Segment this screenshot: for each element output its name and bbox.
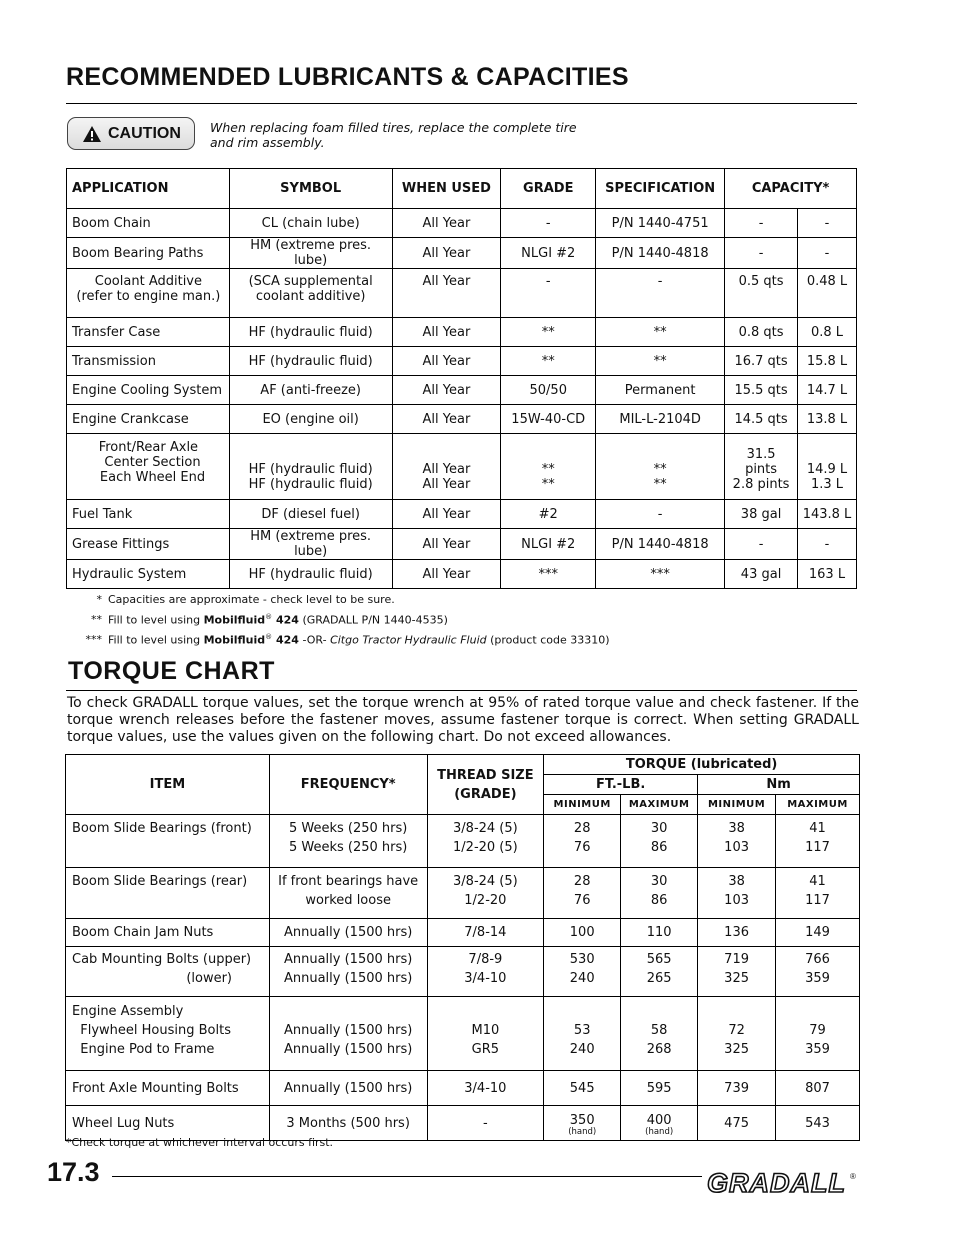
cell-ftlb-min: 545 [544, 1071, 621, 1106]
cell-when-used: All Year [392, 405, 501, 434]
cell-thread: 7/8-14 [427, 919, 544, 947]
cell-line: 5 Weeks (250 hrs) [288, 821, 408, 836]
cell-application: Transmission [67, 347, 230, 376]
header-thread-size [427, 755, 544, 815]
cell-capacity-metric: 14.7 L [798, 376, 857, 405]
table-row [67, 269, 857, 318]
cell-line: All Year [422, 462, 471, 477]
header-nm-min: MINIMUM [698, 795, 776, 815]
product-number: 424 [272, 613, 299, 627]
cell-line: 268 [646, 1042, 672, 1057]
cell-grade: ** [501, 347, 596, 376]
cell-capacity-metric: 15.8 L [798, 347, 857, 376]
header-specification: SPECIFICATION [596, 169, 725, 209]
cell-nm-min [698, 997, 776, 1071]
cell-grade [501, 434, 596, 500]
table-row [66, 815, 860, 868]
cell-thread: - [427, 1106, 544, 1141]
cell-capacity-us [725, 434, 798, 500]
table-row [67, 376, 857, 405]
table-row [67, 405, 857, 434]
footnote-marker: *** [85, 633, 102, 647]
cell-when-used: All Year [392, 376, 501, 405]
cell-application: Engine Crankcase [67, 405, 230, 434]
cell-line: 325 [724, 1042, 749, 1057]
cell-line: 530 [569, 952, 595, 967]
cell-line: 72 [728, 1023, 745, 1038]
cell-line: 265 [646, 971, 672, 986]
cell-line: M10 [471, 1023, 500, 1038]
cell-line: ** [653, 477, 667, 492]
table-row [67, 529, 857, 560]
logo-text: GRADALL [707, 1168, 846, 1197]
footnote-text: Fill to level using [108, 633, 204, 647]
cell-line: Cab Mounting Bolts (upper) [72, 952, 252, 967]
header-line: (GRADE) [454, 786, 517, 802]
cell-when-used [392, 434, 501, 500]
cell-thread [427, 947, 544, 997]
cell-line: 103 [724, 840, 749, 855]
cell-symbol [229, 434, 392, 500]
table-row [67, 500, 857, 529]
footnote-marker: ** [91, 613, 102, 627]
cell-line: HF (hydraulic fluid) [248, 477, 373, 492]
cell-line: worked loose [305, 893, 391, 908]
cell-specification: P/N 1440-4818 [596, 238, 725, 269]
cell-line: 86 [650, 840, 668, 855]
header-nm-max: MAXIMUM [776, 795, 860, 815]
cell-line: 76 [573, 893, 591, 908]
cell-application [67, 434, 230, 500]
cell-line: If front bearings have [278, 874, 419, 889]
header-ftlb: FT.-LB. [544, 775, 698, 795]
cell-item: Boom Slide Bearings (front) [66, 815, 270, 868]
cell-line: Coolant Additive [94, 274, 202, 289]
cell-application: Boom Bearing Paths [67, 238, 230, 269]
lubricants-footnotes [70, 592, 610, 649]
cell-line: 30 [650, 874, 668, 889]
cell-line: 350 [569, 1112, 595, 1128]
cell-line: (lower) [186, 971, 232, 986]
cell-frequency: Annually (1500 hrs) [269, 1071, 427, 1106]
cell-thread: 3/4-10 [427, 1071, 544, 1106]
cell-line: 38 [728, 821, 745, 836]
cell-line: 359 [805, 971, 830, 986]
cell-line: 719 [724, 952, 749, 967]
cell-nm-max [776, 815, 860, 868]
cell-line: 3/8-24 (5) [453, 874, 518, 889]
cell-nm-min [698, 815, 776, 868]
cell-ftlb-min [544, 997, 621, 1071]
cell-specification: *** [596, 560, 725, 589]
cell-line: 28 [573, 821, 591, 836]
table-row [67, 318, 857, 347]
cell-line: 76 [573, 840, 591, 855]
cell-capacity-metric: 143.8 L [798, 500, 857, 529]
cell-frequency: Annually (1500 hrs) [269, 919, 427, 947]
header-line: THREAD SIZE [437, 767, 534, 783]
cell-line: 5 Weeks (250 hrs) [288, 840, 408, 855]
header-grade: GRADE [501, 169, 596, 209]
table-row [66, 919, 860, 947]
cell-line: 38 [728, 874, 745, 889]
cell-capacity-us: 0.5 qts [725, 269, 798, 318]
cell-when-used: All Year [392, 318, 501, 347]
cell-ftlb-min [544, 868, 621, 919]
cell-capacity-us: 38 gal [725, 500, 798, 529]
cell-frequency [269, 868, 427, 919]
cell-grade: 50/50 [501, 376, 596, 405]
cell-capacity-us: - [725, 238, 798, 269]
header-ftlb-max: MAXIMUM [621, 795, 698, 815]
hand-note: (hand) [645, 1126, 674, 1137]
footnote [70, 592, 610, 609]
cell-application [67, 269, 230, 318]
cell-capacity-us: 15.5 qts [725, 376, 798, 405]
cell-grade: - [501, 209, 596, 238]
cell-line: ** [653, 462, 667, 477]
cell-item [66, 947, 270, 997]
cell-line: 31.5 pints [745, 447, 778, 477]
cell-grade: NLGI #2 [501, 529, 596, 560]
header-nm: Nm [698, 775, 860, 795]
cell-capacity-metric: 163 L [798, 560, 857, 589]
cell-grade: ** [501, 318, 596, 347]
cell-symbol: HM (extreme pres. lube) [229, 238, 392, 269]
cell-when-used: All Year [392, 560, 501, 589]
cell-capacity-us: 43 gal [725, 560, 798, 589]
cell-capacity-us: - [725, 209, 798, 238]
cell-item: Front Axle Mounting Bolts [66, 1071, 270, 1106]
footnote [70, 609, 610, 629]
cell-item [66, 997, 270, 1071]
cell-symbol: HM (extreme pres. lube) [229, 529, 392, 560]
section-title-lubricants: RECOMMENDED LUBRICANTS & CAPACITIES [66, 63, 629, 91]
cell-line: 30 [650, 821, 668, 836]
cell-line: (SCA supplemental [248, 274, 373, 289]
cell-line: Each Wheel End [99, 470, 206, 485]
cell-line: 3/4-10 [464, 971, 507, 986]
cell-symbol: EO (engine oil) [229, 405, 392, 434]
cell-nm-min [698, 868, 776, 919]
cell-specification: - [596, 269, 725, 318]
caution-text: When replacing foam filled tires, replace the complete tire and rim assembly. [210, 120, 577, 150]
cell-capacity-metric: 0.48 L [798, 269, 857, 318]
cell-ftlb-max [621, 947, 698, 997]
cell-symbol: CL (chain lube) [229, 209, 392, 238]
footnote-text: Fill to level using [108, 613, 204, 627]
cell-line: 58 [650, 1023, 668, 1038]
cell-nm-max [776, 997, 860, 1071]
cell-line: ** [541, 462, 555, 477]
cell-specification: - [596, 500, 725, 529]
cell-ftlb-max [621, 815, 698, 868]
cell-line: 240 [569, 971, 595, 986]
cell-capacity-metric: 13.8 L [798, 405, 857, 434]
torque-footnote: *Check torque at whichever interval occurs first. [66, 1136, 334, 1149]
lubricants-table [66, 168, 857, 589]
cell-line: 28 [573, 874, 591, 889]
torque-table [65, 754, 860, 1141]
footnote-marker: * [96, 593, 102, 606]
cell-nm-min: 739 [698, 1071, 776, 1106]
cell-nm-max: 149 [776, 919, 860, 947]
cell-specification: Permanent [596, 376, 725, 405]
cell-specification: ** [596, 318, 725, 347]
cell-line: 103 [724, 893, 749, 908]
cell-nm-max: 807 [776, 1071, 860, 1106]
cell-line: 117 [805, 840, 830, 855]
cell-nm-min [698, 947, 776, 997]
cell-line: coolant additive) [255, 289, 366, 304]
cell-when-used: All Year [392, 347, 501, 376]
footer-rule [112, 1176, 702, 1177]
cell-line: 41 [809, 874, 826, 889]
cell-capacity-us: - [725, 529, 798, 560]
cell-specification: P/N 1440-4818 [596, 529, 725, 560]
cell-thread [427, 997, 544, 1071]
cell-grade: - [501, 269, 596, 318]
gradall-logo [705, 1165, 857, 1197]
header-item: ITEM [66, 755, 270, 815]
section-title-torque: TORQUE CHART [68, 657, 275, 685]
cell-item: Wheel Lug Nuts [66, 1106, 270, 1141]
cell-line: Annually (1500 hrs) [283, 1023, 413, 1038]
cell-symbol: HF (hydraulic fluid) [229, 347, 392, 376]
cell-line: All Year [422, 477, 471, 492]
cell-capacity-metric: - [798, 238, 857, 269]
footnote-text: -OR- [298, 633, 331, 647]
cell-ftlb-max [621, 997, 698, 1071]
cell-ftlb-max: 110 [621, 919, 698, 947]
table-row [67, 209, 857, 238]
table-row [66, 997, 860, 1071]
cell-line: Flywheel Housing Bolts [80, 1023, 231, 1038]
cell-grade: 15W-40-CD [501, 405, 596, 434]
cell-line: Engine Assembly [72, 1004, 184, 1019]
table-row [67, 560, 857, 589]
page-number: 17.3 [47, 1157, 100, 1187]
caution-badge [67, 117, 195, 150]
cell-line: 86 [650, 893, 668, 908]
cell-grade: #2 [501, 500, 596, 529]
cell-nm-max [776, 868, 860, 919]
cell-capacity-metric: 0.8 L [798, 318, 857, 347]
cell-when-used: All Year [392, 529, 501, 560]
product-name: Mobilfluid [203, 633, 266, 647]
header-torque: TORQUE (lubricated) [544, 755, 860, 775]
cell-frequency [269, 947, 427, 997]
cell-line: 41 [809, 821, 826, 836]
cell-line: Annually (1500 hrs) [283, 1042, 413, 1057]
cell-grade: *** [501, 560, 596, 589]
footnote-text: (GRADALL P/N 1440-4535) [298, 613, 448, 627]
cell-application: Engine Cooling System [67, 376, 230, 405]
registered-mark: ® [850, 1172, 856, 1181]
table-row [67, 434, 857, 500]
cell-line: 1.3 L [810, 477, 844, 492]
cell-nm-min: 475 [698, 1106, 776, 1141]
cell-capacity-metric: - [798, 209, 857, 238]
cell-line: 359 [805, 1042, 830, 1057]
cell-application: Boom Chain [67, 209, 230, 238]
cell-line: 53 [573, 1023, 591, 1038]
cell-item: Boom Chain Jam Nuts [66, 919, 270, 947]
cell-symbol [229, 269, 392, 318]
cell-specification: P/N 1440-4751 [596, 209, 725, 238]
cell-application: Transfer Case [67, 318, 230, 347]
cell-nm-min: 136 [698, 919, 776, 947]
cell-specification [596, 434, 725, 500]
cell-line: 565 [646, 952, 672, 967]
cell-when-used: All Year [392, 269, 501, 318]
cell-line: Engine Pod to Frame [80, 1042, 215, 1057]
table-header-row [66, 755, 860, 775]
cell-line: 79 [809, 1023, 826, 1038]
cell-line: 2.8 pints [732, 477, 790, 492]
cell-line: Center Section [104, 455, 201, 470]
cell-line: 7/8-9 [468, 952, 503, 967]
cell-symbol: HF (hydraulic fluid) [229, 560, 392, 589]
cell-thread [427, 815, 544, 868]
cell-ftlb-max [621, 868, 698, 919]
hand-note: (hand) [568, 1126, 597, 1137]
footnote-text: Capacities are approximate - check level to be sure. [108, 593, 395, 606]
table-row [67, 238, 857, 269]
cell-symbol: AF (anti-freeze) [229, 376, 392, 405]
cell-thread [427, 868, 544, 919]
cell-when-used: All Year [392, 209, 501, 238]
footnote [70, 629, 610, 649]
divider [66, 690, 857, 691]
cell-line: 766 [805, 952, 830, 967]
cell-capacity-metric [798, 434, 857, 500]
cell-capacity-us: 14.5 qts [725, 405, 798, 434]
warning-icon [82, 125, 102, 143]
cell-capacity-us: 0.8 qts [725, 318, 798, 347]
header-when-used: WHEN USED [392, 169, 501, 209]
header-frequency: FREQUENCY* [269, 755, 427, 815]
cell-line: Annually (1500 hrs) [283, 952, 413, 967]
caution-label: CAUTION [108, 124, 181, 142]
cell-line: Annually (1500 hrs) [283, 971, 413, 986]
cell-when-used: All Year [392, 238, 501, 269]
cell-line: 14.9 L [806, 462, 848, 477]
cell-line: Front/Rear Axle [98, 440, 199, 455]
footnote-text: (product code 33310) [486, 633, 610, 647]
registered-mark: ® [265, 632, 273, 641]
cell-line: 325 [724, 971, 749, 986]
product-name: Mobilfluid [203, 613, 266, 627]
registered-mark: ® [265, 612, 273, 621]
product-alt: Citgo Tractor Hydraulic Fluid [330, 633, 487, 647]
table-row [66, 947, 860, 997]
cell-line: ** [541, 477, 555, 492]
cell-item: Boom Slide Bearings (rear) [66, 868, 270, 919]
cell-line: (refer to engine man.) [76, 289, 221, 304]
table-header-row [67, 169, 857, 209]
divider [66, 103, 857, 104]
cell-application: Grease Fittings [67, 529, 230, 560]
cell-line: 3/8-24 (5) [453, 821, 518, 836]
cell-capacity-metric: - [798, 529, 857, 560]
header-application: APPLICATION [67, 169, 230, 209]
cell-application: Fuel Tank [67, 500, 230, 529]
cell-application: Hydraulic System [67, 560, 230, 589]
table-row [66, 868, 860, 919]
cell-nm-max [776, 947, 860, 997]
cell-line: HF (hydraulic fluid) [248, 462, 373, 477]
header-symbol: SYMBOL [229, 169, 392, 209]
cell-ftlb-min [544, 815, 621, 868]
table-row [66, 1071, 860, 1106]
cell-line: 1/2-20 (5) [453, 840, 518, 855]
product-number: 424 [272, 633, 299, 647]
cell-symbol: DF (diesel fuel) [229, 500, 392, 529]
cell-ftlb-min [544, 947, 621, 997]
cell-line: 1/2-20 [464, 893, 507, 908]
cell-frequency [269, 815, 427, 868]
cell-line: 400 [646, 1112, 672, 1128]
cell-line: GR5 [471, 1042, 500, 1057]
cell-nm-max: 543 [776, 1106, 860, 1141]
cell-frequency: 3 Months (500 hrs) [269, 1106, 427, 1141]
cell-frequency [269, 997, 427, 1071]
cell-when-used: All Year [392, 500, 501, 529]
cell-ftlb-max: 595 [621, 1071, 698, 1106]
table-row [67, 347, 857, 376]
cell-line: 117 [805, 893, 830, 908]
cell-ftlb-min [544, 1106, 621, 1141]
header-ftlb-min: MINIMUM [544, 795, 621, 815]
cell-ftlb-min: 100 [544, 919, 621, 947]
cell-line: 240 [569, 1042, 595, 1057]
cell-symbol: HF (hydraulic fluid) [229, 318, 392, 347]
header-capacity: CAPACITY* [725, 169, 857, 209]
cell-ftlb-max [621, 1106, 698, 1141]
cell-specification: MIL-L-2104D [596, 405, 725, 434]
cell-capacity-us: 16.7 qts [725, 347, 798, 376]
cell-grade: NLGI #2 [501, 238, 596, 269]
cell-specification: ** [596, 347, 725, 376]
torque-intro: To check GRADALL torque values, set the torque wrench at 95% of rated torque value and check fastener. If the torque wrench releases before the fastener moves, assume fastener torque is correct. When setting GRADALL torque values, use the values given on the following chart. Do not exceed allowances. [67, 695, 859, 745]
